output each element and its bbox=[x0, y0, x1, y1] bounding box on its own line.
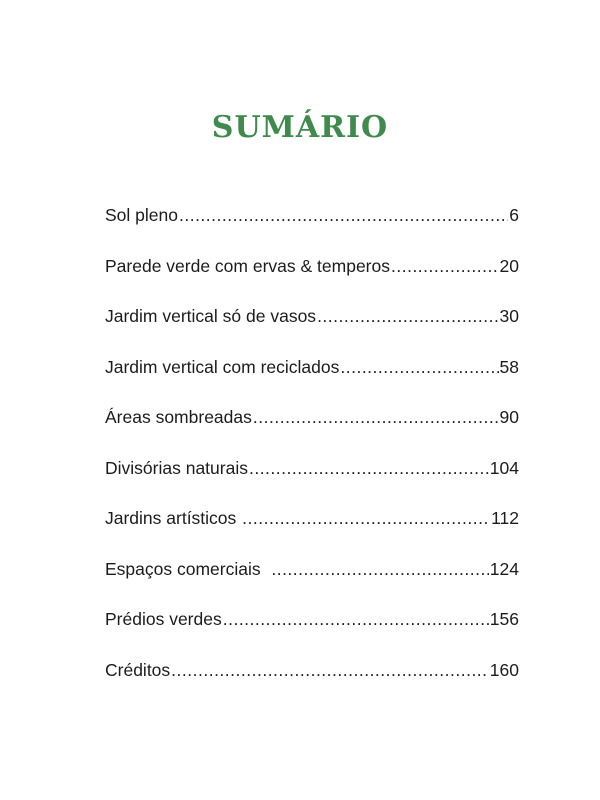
dot-leader bbox=[340, 357, 498, 378]
toc-entry-label: Créditos bbox=[105, 659, 171, 680]
toc-entry-page: 104 bbox=[489, 457, 519, 478]
dot-leader bbox=[242, 508, 490, 529]
toc-entry-label: Prédios verdes bbox=[105, 609, 222, 629]
toc-entry-label: Jardim vertical só de vasos bbox=[105, 306, 317, 326]
toc-entry-page: 20 bbox=[499, 255, 519, 276]
toc-entry-page: 112 bbox=[491, 508, 519, 528]
dot-leader bbox=[271, 559, 488, 580]
toc-entry bbox=[105, 660, 519, 711]
toc-entry bbox=[105, 357, 519, 408]
toc-entry-page: 124 bbox=[489, 558, 519, 579]
dot-leader bbox=[253, 407, 499, 428]
toc-entry bbox=[105, 508, 519, 559]
dot-leader bbox=[317, 306, 498, 327]
toc-entry-label: Jardim vertical com reciclados bbox=[105, 356, 340, 377]
dot-leader bbox=[223, 609, 489, 630]
toc-entry bbox=[105, 205, 519, 256]
dot-leader bbox=[171, 660, 489, 681]
toc-entry-page: 58 bbox=[499, 356, 519, 377]
toc-entry-label: Sol pleno bbox=[105, 205, 178, 225]
toc-entry bbox=[105, 559, 519, 610]
toc-entry-page: 6 bbox=[509, 205, 519, 225]
toc-entry-label: Jardins artísticos bbox=[105, 508, 242, 528]
toc-entry-page: 30 bbox=[499, 306, 519, 326]
toc-entry bbox=[105, 407, 519, 458]
toc-entry-page: 90 bbox=[499, 407, 519, 427]
toc-entry bbox=[105, 306, 519, 357]
page-title: SUMÁRIO bbox=[211, 110, 389, 145]
toc-entry-page: 156 bbox=[489, 609, 519, 629]
toc-entry-page: 160 bbox=[489, 659, 519, 680]
toc-entry-label: Divisórias naturais bbox=[105, 457, 248, 478]
toc-entry bbox=[105, 256, 519, 307]
toc-entry-label: Áreas sombreadas bbox=[105, 407, 252, 427]
dot-leader bbox=[391, 256, 499, 277]
toc-entry bbox=[105, 609, 519, 660]
toc-entry bbox=[105, 458, 519, 509]
dot-leader bbox=[179, 205, 508, 226]
table-of-contents bbox=[105, 205, 519, 710]
dot-leader bbox=[249, 458, 489, 479]
toc-entry-label: Espaços comerciais bbox=[105, 558, 271, 579]
toc-entry-label: Parede verde com ervas & temperos bbox=[105, 255, 390, 276]
